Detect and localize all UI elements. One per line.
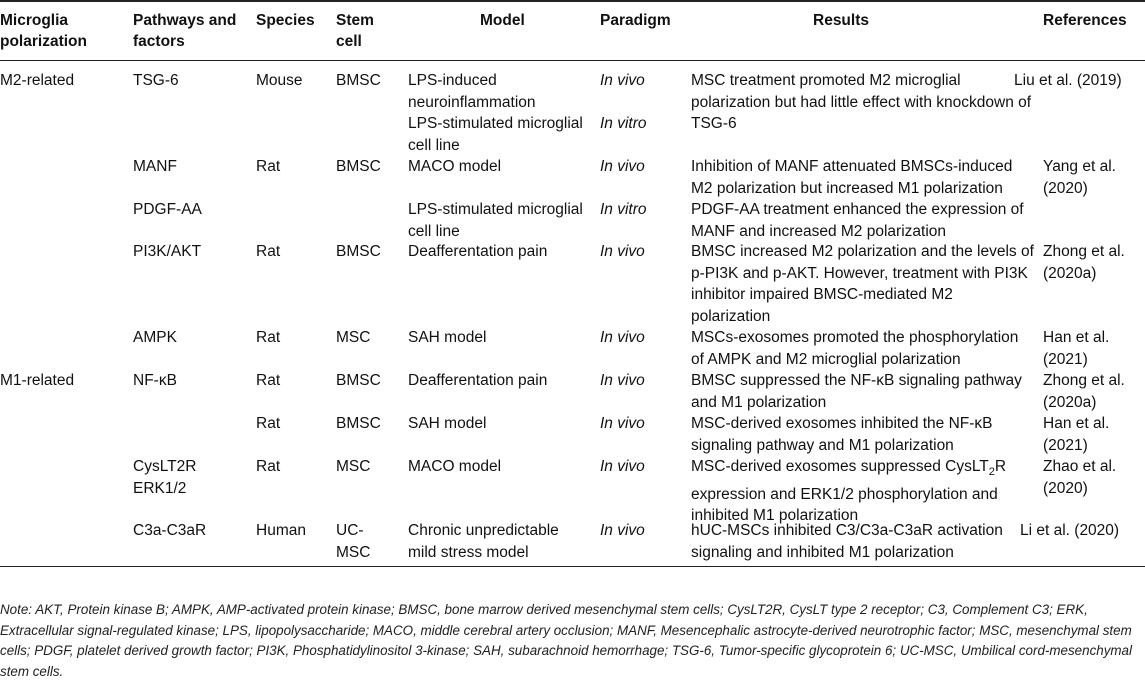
- group-m1: M1-related: [0, 372, 75, 389]
- factor-pdgf: PDGF-AA: [133, 201, 202, 218]
- paradigm-cell: In vivo: [600, 522, 645, 539]
- results-cell: MSC-derived exosomes inhibited the NF-κB signaling pathway and M1 polarization: [691, 415, 993, 454]
- reference-cell: Zhong et al. (2020a): [1043, 372, 1125, 411]
- model-cell: LPS-induced neuroinflammation: [408, 72, 536, 111]
- factor-manf: MANF: [133, 158, 177, 175]
- header-species: Species: [256, 12, 315, 29]
- species-cell: Mouse: [256, 72, 303, 89]
- stem-cell: MSC: [336, 458, 371, 475]
- header-paradigm: Paradigm: [600, 12, 671, 29]
- stem-cell: BMSC: [336, 243, 381, 260]
- model-cell: LPS-stimulated microglial cell line: [408, 201, 583, 240]
- paradigm-cell: In vivo: [600, 329, 645, 346]
- species-cell: Rat: [256, 458, 281, 475]
- table-footnote: Note: AKT, Protein kinase B; AMPK, AMP-activated protein kinase; BMSC, bone marrow derived mesenchymal stem cells; CysLT2R, CysLT type 2 receptor; C3, Complement C3; ERK, Extracellular signal-regulated kinase; LPS, lipopolysaccharide; MACO, middle cerebral artery occlusion; MANF, Mesencephalic astrocyte-derived neurotrophic factor; MSC, mesenchymal stem cells; PDGF, platelet derived growth factor; PI3K, Phosphatidylinositol 3-kinase; SAH, subarachnoid hemorrhage; TSG-6, Tumor-specific glycoprotein 6; UC-MSC, Umbilical cord-mesenchymal stem cells.: [0, 602, 1132, 679]
- paradigm-cell: In vitro: [600, 115, 647, 132]
- reference-cell: Liu et al. (2019): [1014, 72, 1122, 89]
- header-references: References: [1043, 12, 1127, 29]
- paradigm-cell: In vitro: [600, 201, 647, 218]
- stem-cell: BMSC: [336, 415, 381, 432]
- model-cell: SAH model: [408, 415, 487, 432]
- results-cell: PDGF-AA treatment enhanced the expression of MANF and increased M2 polarization: [691, 201, 1024, 240]
- results-cell: Inhibition of MANF attenuated BMSCs-induced M2 polarization but increased M1 polarization: [691, 158, 1013, 197]
- reference-cell: Han et al. (2021): [1043, 329, 1110, 368]
- model-cell: MACO model: [408, 158, 502, 175]
- stem-cell: MSC: [336, 329, 371, 346]
- results-cell: MSC treatment promoted M2 microglial polarization but had little effect with knockdown of TSG-6: [691, 72, 1032, 132]
- stem-cell: UC- MSC: [336, 522, 371, 561]
- header-pathways: Pathways and factors: [133, 12, 237, 50]
- model-cell: Deafferentation pain: [408, 372, 548, 389]
- paradigm-cell: In vivo: [600, 243, 645, 260]
- results-cell: hUC-MSCs inhibited C3/C3a-C3aR activation signaling and inhibited M1 polarization: [691, 522, 1003, 561]
- species-cell: Rat: [256, 329, 281, 346]
- species-cell: Rat: [256, 158, 281, 175]
- species-cell: Rat: [256, 415, 281, 432]
- paradigm-cell: In vivo: [600, 158, 645, 175]
- header-results: Results: [813, 12, 869, 29]
- species-cell: Rat: [256, 243, 281, 260]
- model-cell: SAH model: [408, 329, 487, 346]
- factor-ampk: AMPK: [133, 329, 177, 346]
- results-cell: MSC-derived exosomes suppressed CysLT$_2$R expression and ERK1/2 phosphorylation and inhibited M1 polarization: [691, 458, 1007, 525]
- reference-cell: Zhao et al. (2020): [1043, 458, 1117, 497]
- header-stem-cell: Stem cell: [336, 12, 374, 50]
- reference-cell: Li et al. (2020): [1020, 522, 1120, 539]
- top-rule: [0, 0, 1145, 2]
- stem-cell: BMSC: [336, 372, 381, 389]
- header-model: Model: [480, 12, 525, 29]
- factor-pi3k: PI3K/AKT: [133, 243, 202, 260]
- paradigm-cell: In vivo: [600, 458, 645, 475]
- paradigm-cell: In vivo: [600, 372, 645, 389]
- results-cell: BMSC suppressed the NF-κB signaling pathway and M1 polarization: [691, 372, 1022, 411]
- factor-nfkb: NF-κB: [133, 372, 177, 389]
- factor-c3a: C3a-C3aR: [133, 522, 207, 539]
- paradigm-cell: In vivo: [600, 415, 645, 432]
- model-cell: MACO model: [408, 458, 502, 475]
- results-cell: BMSC increased M2 polarization and the levels of p-PI3K and p-AKT. However, treatment with PI3K inhibitor impaired BMSC-mediated M2 polarization: [691, 243, 1034, 325]
- reference-cell: Yang et al. (2020): [1043, 158, 1116, 197]
- reference-cell: Zhong et al. (2020a): [1043, 243, 1125, 282]
- species-cell: Human: [256, 522, 306, 539]
- paradigm-cell: In vivo: [600, 72, 645, 89]
- model-cell: Deafferentation pain: [408, 243, 548, 260]
- factor-tsg6: TSG-6: [133, 72, 179, 89]
- bottom-rule: [0, 566, 1145, 567]
- model-cell: Chronic unpredictable mild stress model: [408, 522, 559, 561]
- species-cell: Rat: [256, 372, 281, 389]
- stem-cell: BMSC: [336, 158, 381, 175]
- reference-cell: Han et al. (2021): [1043, 415, 1110, 454]
- factor-cyslt2r: CysLT2R ERK1/2: [133, 458, 197, 497]
- stem-cell: BMSC: [336, 72, 381, 89]
- header-polarization: Microglia polarization: [0, 12, 87, 50]
- results-cell: MSCs-exosomes promoted the phosphorylation of AMPK and M2 microglial polarization: [691, 329, 1019, 368]
- model-cell: LPS-stimulated microglial cell line: [408, 115, 583, 154]
- group-m2: M2-related: [0, 72, 75, 89]
